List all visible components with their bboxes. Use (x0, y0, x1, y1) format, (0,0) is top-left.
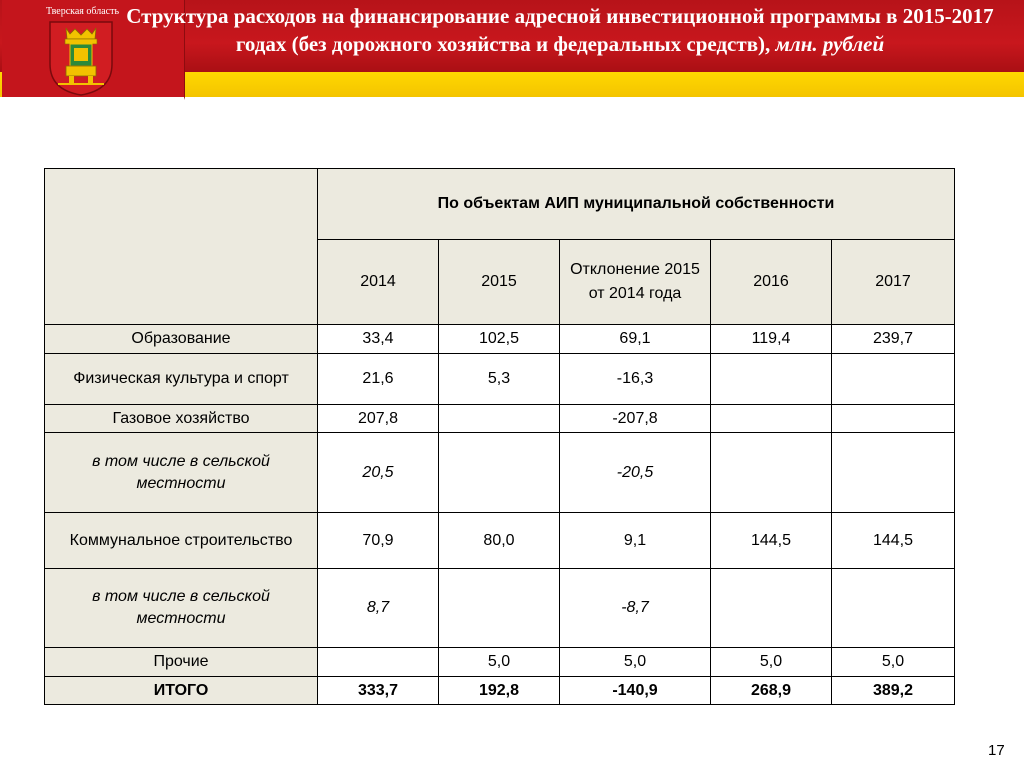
table-cell: 33,4 (318, 325, 439, 354)
total-row (45, 677, 955, 705)
column-header-2017: 2017 (832, 240, 955, 325)
table-cell: -207,8 (560, 405, 711, 433)
row-label: Образование (45, 325, 318, 354)
table-cell (832, 433, 955, 513)
table-row (45, 513, 955, 569)
expenses-table (44, 168, 955, 705)
table-row (45, 648, 955, 677)
table-cell: 5,0 (711, 648, 832, 677)
row-label: Коммунальное строительство (45, 513, 318, 569)
row-label: Газовое хозяйство (45, 405, 318, 433)
table-row (45, 569, 955, 648)
table-cell (711, 569, 832, 648)
table-cell: 21,6 (318, 354, 439, 405)
table-cell: 5,0 (560, 648, 711, 677)
row-label: Физическая культура и спорт (45, 354, 318, 405)
table-cell: 268,9 (711, 677, 832, 705)
column-header-2015: 2015 (439, 240, 560, 325)
table-cell (832, 405, 955, 433)
table-corner-cell (45, 169, 318, 325)
table-cell: 239,7 (832, 325, 955, 354)
table-cell: 207,8 (318, 405, 439, 433)
page-number: 17 (988, 742, 1005, 759)
table-cell: -140,9 (560, 677, 711, 705)
table-cell: 80,0 (439, 513, 560, 569)
table-cell (439, 433, 560, 513)
row-label: в том числе в сельской местности (45, 433, 318, 513)
table-cell: 70,9 (318, 513, 439, 569)
table-cell: 5,0 (832, 648, 955, 677)
table-cell: 144,5 (711, 513, 832, 569)
row-label: ИТОГО (45, 677, 318, 705)
table-row (45, 405, 955, 433)
column-header-2016: 2016 (711, 240, 832, 325)
table-cell (439, 405, 560, 433)
table-cell (832, 354, 955, 405)
title-main: Структура расходов на финансирование адресной инвестиционной программы в 2015-2017 годах (без дорожного хозяйства и федеральных средств), (126, 4, 994, 56)
table-row (45, 433, 955, 513)
table-cell: 144,5 (832, 513, 955, 569)
table-cell: -8,7 (560, 569, 711, 648)
table-cell: 20,5 (318, 433, 439, 513)
coat-of-arms-icon (48, 20, 114, 96)
table-caption: По объектам АИП муниципальной собственности (318, 169, 955, 240)
table-row (45, 325, 955, 354)
table-cell (439, 569, 560, 648)
row-label: Прочие (45, 648, 318, 677)
table-cell: 8,7 (318, 569, 439, 648)
table-cell: -16,3 (560, 354, 711, 405)
table-row (45, 354, 955, 405)
table-cell: 69,1 (560, 325, 711, 354)
table-cell: 192,8 (439, 677, 560, 705)
slide-title (110, 2, 1010, 58)
table-cell: 333,7 (318, 677, 439, 705)
table-cell (711, 354, 832, 405)
table-cell: 389,2 (832, 677, 955, 705)
table-cell (318, 648, 439, 677)
table-cell: 5,0 (439, 648, 560, 677)
table-cell (711, 433, 832, 513)
title-unit: млн. рублей (775, 32, 885, 56)
table-cell: -20,5 (560, 433, 711, 513)
table-cell: 5,3 (439, 354, 560, 405)
table-cell (711, 405, 832, 433)
table-cell: 102,5 (439, 325, 560, 354)
table-cell (832, 569, 955, 648)
row-label: в том числе в сельской местности (45, 569, 318, 648)
table-cell: 119,4 (711, 325, 832, 354)
column-header-deviation: Отклонение 2015 от 2014 года (560, 240, 711, 325)
region-name: Тверская область (46, 6, 120, 17)
table-cell: 9,1 (560, 513, 711, 569)
column-header-2014: 2014 (318, 240, 439, 325)
